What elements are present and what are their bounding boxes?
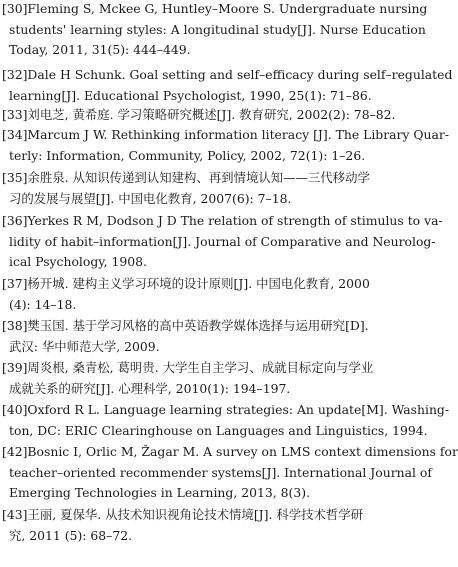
reference-entry xyxy=(0,0,428,62)
reference-entry xyxy=(0,401,450,442)
reference-entry xyxy=(0,212,443,274)
reference-continuation-line: 成就关系的研究[J]. 心理科学, 2010(1): 194–197. xyxy=(9,380,291,396)
reference-continuation-line: (4): 14–18. xyxy=(9,296,77,312)
reference-first-line: [32]Dale H Schunk. Goal setting and self–efficacy during self–regulated xyxy=(2,67,453,82)
reference-first-line: [35]余胜泉. 从知识传递到认知建构、再到情境认知——三代移动学 xyxy=(2,170,370,185)
reference-first-line: [30]Fleming S, Mckee G, Huntley–Moore S. Undergraduate nursing xyxy=(2,1,428,16)
reference-entry xyxy=(0,275,402,316)
reference-continuation-line: 习的发展与展望[J]. 中国电化教育, 2007(6): 7–18. xyxy=(9,190,292,206)
reference-first-line: [38]樊玉国. 基于学习风格的高中英语教学媒体选择与运用研究[D]. xyxy=(2,318,369,333)
reference-first-line: [40]Oxford R L. Language learning strategies: An update[M]. Washing- xyxy=(2,402,450,417)
reference-first-line: [42]Bosnic I, Orlic M, Žagar M. A survey on LMS context dimensions for xyxy=(2,444,458,459)
reference-continuation-line: terly: Information, Community, Policy, 2002, 72(1): 1–26. xyxy=(9,147,366,163)
reference-entry xyxy=(0,106,402,127)
reference-entry xyxy=(0,169,402,210)
reference-continuation-line: learning[J]. Educational Psychologist, 1990, 25(1): 71–86. xyxy=(9,87,372,103)
reference-entry xyxy=(0,66,453,107)
reference-first-line: [43]王丽, 夏保华. 从技术知识视角论技术情境[J]. 科学技术哲学研 xyxy=(2,507,364,522)
reference-first-line: [36]Yerkes R M, Dodson J D The relation of strength of stimulus to va- xyxy=(2,213,443,228)
reference-continuation-line: Today, 2011, 31(5): 444–449. xyxy=(9,42,191,57)
reference-first-line: [33]刘电芝, 黄希庭. 学习策略研究概述[J]. 教育研究, 2002(2): 78–82. xyxy=(2,107,396,122)
reference-first-line: [34]Marcum J W. Rethinking information literacy [J]. The Library Quar- xyxy=(2,127,450,142)
reference-continuation-line: teacher–oriented recommender systems[J]. International Journal of xyxy=(9,464,432,480)
reference-first-line: [39]周炎根, 桑青松, 葛明贵. 大学生自主学习、成就目标定向与学业 xyxy=(2,360,374,375)
reference-continuation-line: students' learning styles: A longitudinal study[J]. Nurse Education xyxy=(9,21,426,37)
reference-entry xyxy=(0,126,450,167)
reference-entry xyxy=(0,359,402,400)
reference-entry xyxy=(0,506,402,547)
reference-entry xyxy=(0,443,458,505)
reference-first-line: [37]杨开城. 建构主义学习环境的设计原则[J]. 中国电化教育, 2000 xyxy=(2,276,370,291)
reference-continuation-line: ton, DC: ERIC Clearinghouse on Languages and Linguistics, 1994. xyxy=(9,422,428,438)
reference-continuation-line: 武汉: 华中师范大学, 2009. xyxy=(9,338,160,354)
reference-continuation-line: Emerging Technologies in Learning, 2013, 8(3). xyxy=(9,485,311,500)
reference-continuation-line: lidity of habit–information[J]. Journal of Comparative and Neurolog- xyxy=(9,233,436,249)
reference-continuation-line: 究, 2011 (5): 68–72. xyxy=(9,527,133,543)
reference-entry xyxy=(0,317,402,358)
reference-continuation-line: ical Psychology, 1908. xyxy=(9,254,147,269)
